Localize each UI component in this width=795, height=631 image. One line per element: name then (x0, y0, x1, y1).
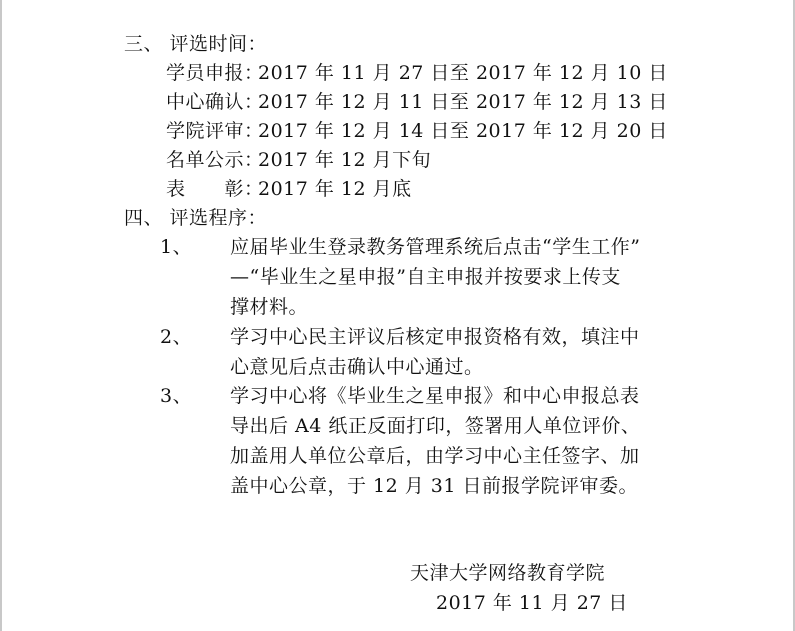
step-3-line-2: 导出后 A4 纸正反面打印，签署用人单位评价、 (230, 415, 641, 437)
step-1-line-3: 撑材料。 (230, 296, 309, 318)
schedule-value-publicity: 2017 年 12 月下旬 (258, 149, 432, 171)
step-2-line-1: 学习中心民主评议后核定申报资格有效，填注中 (230, 326, 640, 348)
step-1-line-1: 应届毕业生登录教务管理系统后点击“学生工作” (230, 236, 641, 258)
step-3-line-1: 学习中心将《毕业生之星申报》和中心申报总表 (230, 385, 640, 407)
step-2-line-2: 心意见后点击确认中心通过。 (230, 356, 484, 378)
section4-heading: 四、 评选程序： (124, 207, 268, 229)
step-1-line-2: —“毕业生之星申报”自主申报并按要求上传支 (230, 266, 621, 288)
step-number-3: 3、 (160, 385, 193, 407)
section3-heading: 三、 评选时间： (124, 33, 268, 55)
schedule-value-center: 2017 年 12 月 11 日至 2017 年 12 月 13 日 (258, 91, 668, 113)
schedule-value-commend: 2017 年 12 月底 (258, 178, 412, 200)
schedule-label-commend: 表 彰： (166, 178, 264, 200)
schedule-label-apply: 学员申报： (166, 62, 264, 84)
schedule-label-publicity: 名单公示： (166, 149, 264, 171)
step-number-2: 2、 (160, 326, 193, 348)
signature-org: 天津大学网络教育学院 (410, 562, 606, 584)
page-left-edge (0, 0, 2, 631)
step-3-line-3: 加盖用人单位公章后，由学习中心主任签字、加 (230, 445, 640, 467)
schedule-value-apply: 2017 年 11 月 27 日至 2017 年 12 月 10 日 (258, 62, 668, 84)
step-3-line-4: 盖中心公章，于 12 月 31 日前报学院评审委。 (230, 475, 639, 497)
schedule-label-review: 学院评审： (166, 120, 264, 142)
step-number-1: 1、 (160, 236, 193, 258)
schedule-value-review: 2017 年 12 月 14 日至 2017 年 12 月 20 日 (258, 120, 668, 142)
schedule-label-center: 中心确认： (166, 91, 264, 113)
signature-date: 2017 年 11 月 27 日 (436, 592, 628, 614)
